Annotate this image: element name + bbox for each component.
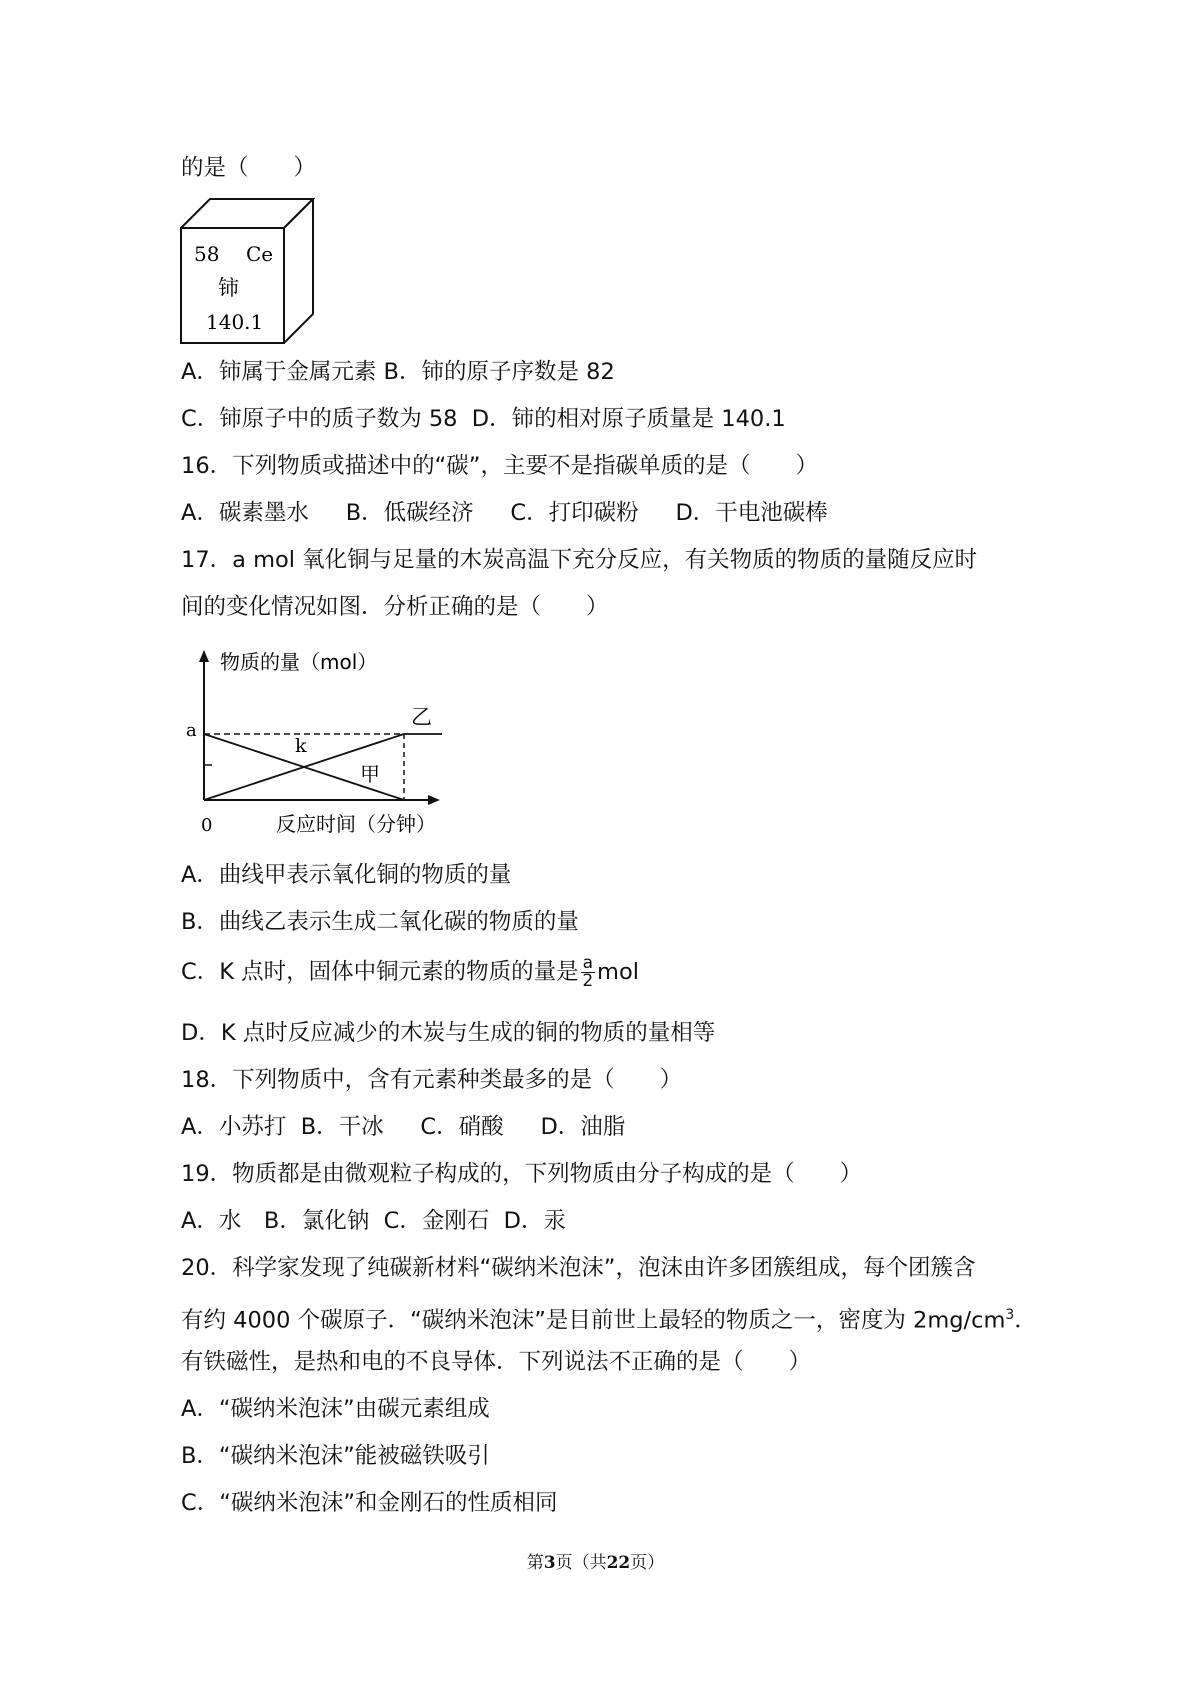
q19-options: A．水 B．氯化钠 C．金刚石 D．汞	[181, 1208, 566, 1234]
q20-stem-line2-b: ．	[1014, 1307, 1037, 1334]
x-axis-label: 反应时间（分钟）	[276, 812, 436, 836]
element-name: 铈	[218, 276, 239, 300]
q20-stem-line2	[181, 1300, 1037, 1336]
q20-stem-line3: 有铁磁性，是热和电的不良导体．下列说法不正确的是（ ）	[181, 1349, 812, 1375]
page-footer	[0, 1548, 1191, 1573]
q20-option-b: B．“碳纳米泡沫”能被磁铁吸引	[181, 1443, 490, 1469]
q17-option-c-unit: mol	[597, 959, 639, 985]
q16-stem: 16．下列物质或描述中的“碳”，主要不是指碳单质的是（ ）	[181, 453, 818, 479]
element-number: 58	[194, 242, 220, 266]
q16-options: A．碳素墨水 B．低碳经济 C．打印碳粉 D．干电池碳棒	[181, 500, 828, 526]
footer-suffix: 页）	[630, 1553, 665, 1573]
footer-prefix: 第	[526, 1553, 544, 1573]
footer-page-number: 3	[543, 1553, 556, 1573]
q20-option-a: A．“碳纳米泡沫”由碳元素组成	[181, 1396, 490, 1422]
q17-option-c	[181, 955, 639, 990]
q17-stem-line1: 17．a mol 氧化铜与足量的木炭高温下充分反应，有关物质的物质的量随反应时	[181, 547, 978, 573]
reaction-graph	[180, 648, 445, 838]
q18-stem: 18．下列物质中，含有元素种类最多的是（ ）	[181, 1067, 683, 1093]
element-mass: 140.1	[206, 310, 264, 334]
q17-option-d: D．K 点时反应减少的木炭与生成的铜的物质的量相等	[181, 1020, 716, 1046]
footer-total-pages: 22	[606, 1553, 631, 1573]
curve-yi-label: 乙	[411, 705, 432, 729]
q15-stem-tail: 的是（ ）	[181, 155, 317, 181]
curve-jia-label: 甲	[360, 762, 380, 786]
element-card	[180, 198, 315, 344]
element-symbol: Ce	[246, 242, 274, 266]
x-axis-arrow	[428, 795, 440, 805]
q15-options-line1: A．铈属于金属元素 B．铈的原子序数是 82	[181, 359, 615, 385]
q15-options-line2: C．铈原子中的质子数为 58 D．铈的相对原子质量是 140.1	[181, 406, 786, 432]
y-axis-arrow	[199, 650, 209, 662]
q20-stem-line2-a: 有约 4000 个碳原子．“碳纳米泡沫”是目前世上最轻的物质之一，密度为 2mg/cm	[181, 1307, 1006, 1334]
point-k-label: k	[295, 735, 307, 757]
q17-stem-line2: 间的变化情况如图．分析正确的是（ ）	[181, 594, 609, 620]
q20-option-c: C．“碳纳米泡沫”和金刚石的性质相同	[181, 1490, 558, 1516]
q20-superscript: 3	[1005, 1307, 1015, 1323]
q20-stem-line1: 20．科学家发现了纯碳新材料“碳纳米泡沫”，泡沫由许多团簇组成，每个团簇含	[181, 1255, 976, 1281]
q19-stem: 19．物质都是由微观粒子构成的，下列物质由分子构成的是（ ）	[181, 1161, 863, 1187]
fraction-denominator: 2	[582, 971, 594, 991]
q17-option-a: A．曲线甲表示氧化铜的物质的量	[181, 862, 512, 888]
q18-options: A．小苏打 B．干冰 C．硝酸 D．油脂	[181, 1114, 626, 1140]
y-tick-a: a	[186, 720, 197, 741]
fraction-numerator: a	[582, 953, 594, 973]
q17-option-c-prefix: C．K 点时，固体中铜元素的物质的量是	[181, 959, 579, 985]
fraction-a-over-2	[581, 955, 595, 990]
footer-middle: 页（共	[555, 1553, 607, 1573]
y-axis-label: 物质的量（mol）	[220, 650, 378, 674]
origin-label: 0	[201, 815, 213, 836]
q17-option-b: B．曲线乙表示生成二氧化碳的物质的量	[181, 909, 579, 935]
